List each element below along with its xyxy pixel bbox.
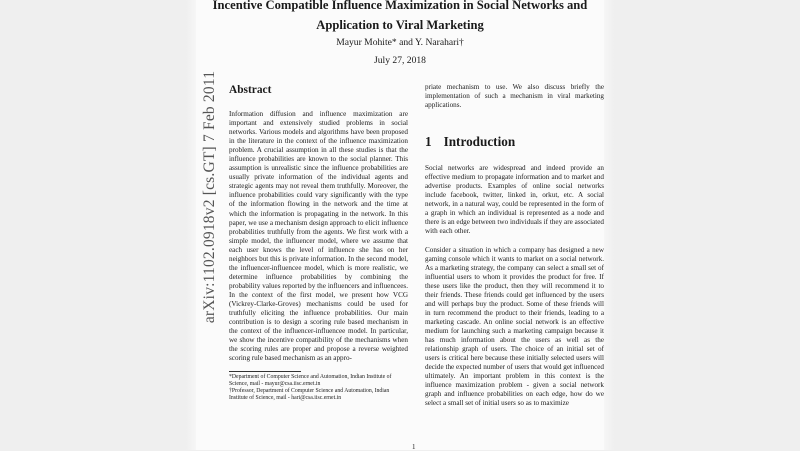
right-column	[425, 83, 604, 408]
section-number: 1	[425, 134, 432, 150]
arxiv-stamp	[201, 72, 219, 322]
footnote-2: †Professor, Department of Computer Science and Automation, Indian Institute of Science, mail - hari@csa.iisc.ernet.in	[229, 388, 390, 402]
introduction-heading	[425, 134, 604, 150]
page-shadow-right	[604, 0, 614, 450]
paper-title-line1: Incentive Compatible Influence Maximization in Social Networks and	[212, 0, 588, 12]
intro-paragraph-1: Social networks are widespread and indeed provide an effective medium to propagate information and to market and advertise products. Examples of online social networks include facebook, twitter, linked in, orkut, etc. A social network, in a natural way, could be represented in the form of a graph in which an individual is represented as a node and there is an edge between two individuals if they are associated with each other.	[425, 164, 604, 236]
abstract-continuation: priate mechanism to use. We also discuss briefly the implementation of such a mechanism in viral marketing applications.	[425, 83, 604, 110]
abstract-text: Information diffusion and influence maximization are important and extensively studied problems in social networks. Various models and algorithms have been proposed in the literature in the context of the influence maximization problem. A crucial assumption in all these studies is that the influence probabilities are known to the social planner. This assumption is unrealistic since the influence probabilities are usually private information of the individual agents and strategic agents may not reveal them truthfully. Moreover, the influence probabilities could vary significantly with the type of the information flowing in the network and the time at which the information is propagating in the network. In this paper, we use a mechanism design approach to elicit influence probabilities truthfully from the agents. We first work with a simple model, the influencer model, where we assume that each user knows the level of influence she has on her neighbors but this is private information. In the second model, the influencer-influencee model, which is more realistic, we determine influence probabilities by combining the probability values reported by the influencers and influencees. In the context of the first model, we present how VCG (Vickrey-Clarke-Groves) mechanisms could be used for truthfully eliciting the influence probabilities. Our main contribution is to design a scoring rule based mechanism in the context of the influencer-influencee model. In particular, we show the incentive compatibility of the mechanisms when the scoring rules are proper and propose a reverse weighted scoring rule based mechanism as an appro-	[229, 110, 408, 363]
intro-paragraph-2: Consider a situation in which a company has designed a new gaming console which it wants to market on a social network. As a marketing strategy, the company can select a small set of influential users to whom it provides the product for free. If these users like the product, then they will recommend it to their friends. These friends could get influenced by the users and will perhaps buy the product. Some of these friends will in turn recommend the product to their friends, leading to a marketing cascade. An online social network is an effective medium for launching such a marketing campaign because it has much information about the users as well as the relationship graph of users. The choice of an initial set of users is critical here because these initially selected users will decide the expected number of users that would get influenced ultimately. An important problem in this context is the influence maximization problem - given a social network graph and influence probabilities on each edge, how do we select a small set of initial users so as to maximize	[425, 245, 604, 408]
paper-title	[0, 0, 800, 35]
section-title: Introduction	[443, 134, 516, 150]
left-column	[229, 83, 408, 402]
paper-date: July 27, 2018	[374, 55, 426, 66]
page-shadow-left	[186, 0, 196, 450]
page-number: 1	[412, 443, 416, 451]
paper-authors: Mayur Mohite* and Y. Narahari†	[336, 37, 464, 48]
abstract-heading: Abstract	[229, 84, 272, 96]
paper-title-line2: Application to Viral Marketing	[316, 18, 484, 32]
arxiv-stamp-text: arXiv:1102.0918v2 [cs.GT] 7 Feb 2011	[201, 70, 218, 324]
footnote-1: *Department of Computer Science and Automation, Indian Institute of Science, mail - mayur@csa.iisc.ernet.in	[229, 374, 392, 388]
